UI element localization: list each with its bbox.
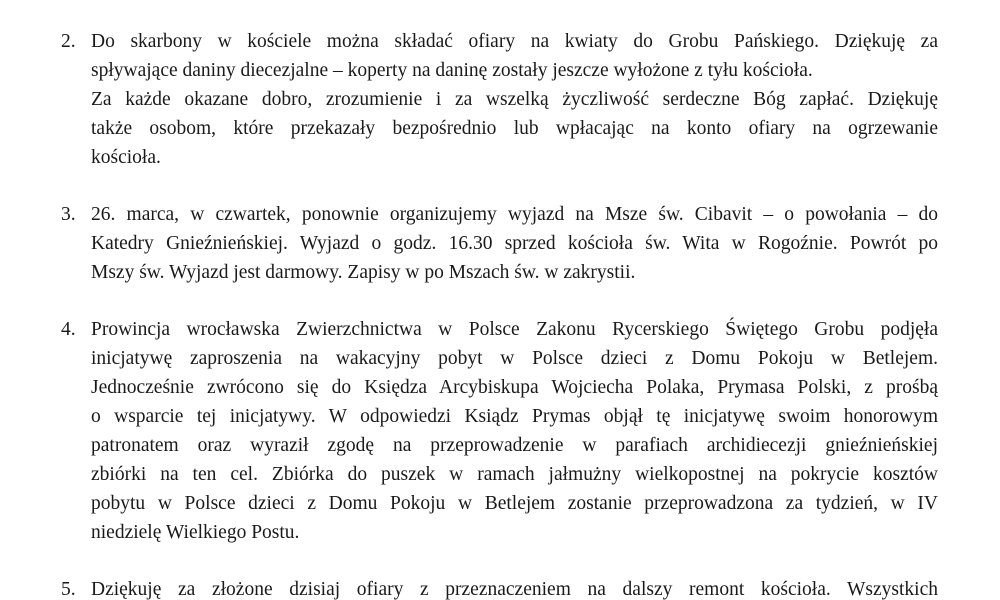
- text-line: spływające daniny diecezjalne – koperty na daninę zostały jeszcze wyłożone z tyłu kościoła.: [91, 60, 813, 81]
- item-text: [91, 575, 938, 600]
- text-line: Prowincja wrocławska Zwierzchnictwa w Polsce Zakonu Rycerskiego Świętego Grobu podjęła: [91, 319, 938, 340]
- text-line: Jednocześnie zwrócono się do Księdza Arcybiskupa Wojciecha Polaka, Prymasa Polski, z prośbą: [91, 377, 938, 398]
- text-line: o wsparcie tej inicjatywy. W odpowiedzi Ksiądz Prymas objął tę inicjatywę swoim honorowym: [91, 406, 938, 427]
- item-text: [91, 27, 938, 172]
- text-line: Dziękuję za złożone dzisiaj ofiary z przeznaczeniem na dalszy remont kościoła. Wszystkich: [91, 579, 938, 600]
- text-line: 26. marca, w czwartek, ponownie organizujemy wyjazd na Msze św. Cibavit – o powołania – do: [91, 204, 938, 225]
- item-text: [91, 315, 938, 547]
- item-text: [91, 200, 938, 287]
- item-number: 5.: [61, 579, 76, 600]
- text-line: niedzielę Wielkiego Postu.: [91, 522, 300, 543]
- text-line: zbiórki na ten cel. Zbiórka do puszek w ramach jałmużny wielkopostnej na pokrycie kosztów: [91, 464, 938, 485]
- text-line: inicjatywę zaproszenia na wakacyjny pobyt w Polsce dzieci z Domu Pokoju w Betlejem.: [91, 348, 938, 369]
- item-number: 4.: [61, 319, 76, 340]
- text-line: Do skarbony w kościele można składać ofiary na kwiaty do Grobu Pańskiego. Dziękuję za: [91, 31, 938, 52]
- text-line: Mszy św. Wyjazd jest darmowy. Zapisy w po Mszach św. w zakrystii.: [91, 262, 636, 283]
- item-number: 3.: [61, 204, 76, 225]
- text-line: Katedry Gnieźnieńskiej. Wyjazd o godz. 16.30 sprzed kościoła św. Wita w Rogoźnie. Powrót po: [91, 233, 938, 254]
- text-line: Za każde okazane dobro, zrozumienie i za wszelką życzliwość serdeczne Bóg zapłać. Dziękuję: [91, 89, 938, 110]
- text-line: pobytu w Polsce dzieci z Domu Pokoju w Betlejem zostanie przeprowadzona za tydzień, w IV: [91, 493, 938, 514]
- text-line: kościoła.: [91, 147, 161, 168]
- text-line: także osobom, które przekazały bezpośrednio lub wpłacając na konto ofiary na ogrzewanie: [91, 118, 938, 139]
- item-number: 2.: [61, 31, 76, 52]
- text-line: patronatem oraz wyraził zgodę na przeprowadzenie w parafiach archidiecezji gnieźnieńskiej: [91, 435, 938, 456]
